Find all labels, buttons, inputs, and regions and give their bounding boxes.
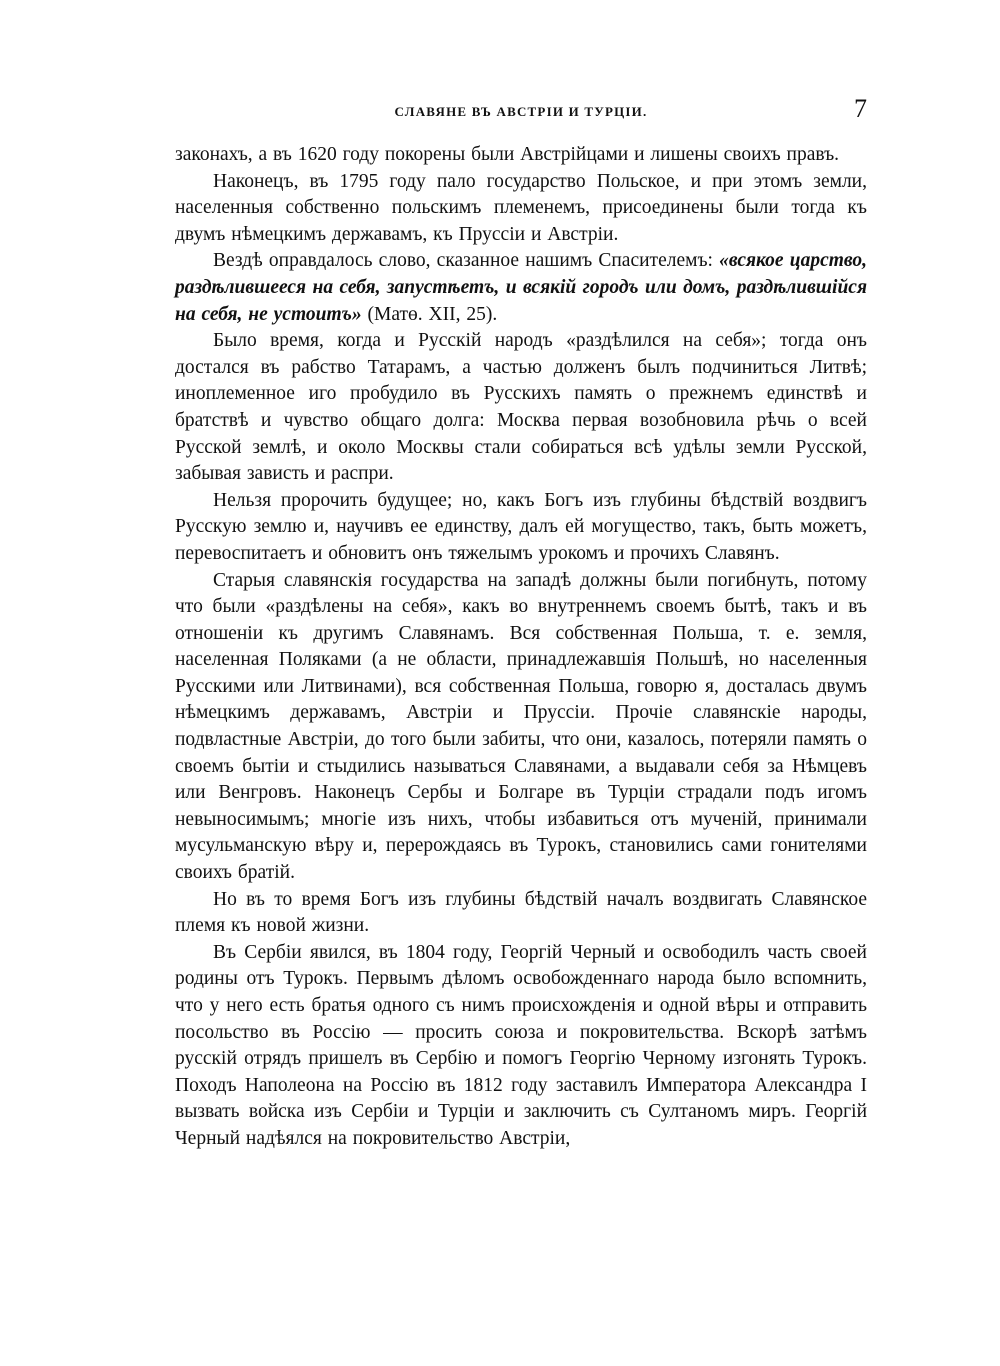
page-header (175, 94, 867, 130)
page-number: 7 (854, 94, 867, 123)
paragraph-5: Нельзя пророчить будущее; но, какъ Богъ изъ глубины бѣдствій воздвигъ Русскую землю и, научивъ ее единству, далъ ей могущество, такъ, быть можетъ, перевоспитаетъ и обновитъ онъ тяжелымъ урокомъ и прочихъ Славянъ. (175, 489, 867, 564)
running-title: СЛАВЯНЕ ВЪ АВСТРІИ И ТУРЦІИ. (394, 104, 648, 119)
paragraph-2: Наконецъ, въ 1795 году пало государство Польское, и при этомъ земли, населенныя собственно польскимъ племенемъ, присоединены были тогда къ двумъ нѣмецкимъ державамъ, къ Пруссіи и Австріи. (175, 170, 867, 245)
paragraph-3 (175, 248, 867, 328)
paragraph-6: Старыя славянскія государства на западѣ должны были погибнуть, потому что были «раздѣлены на себя», какъ во внутреннемъ своемъ бытѣ, такъ и въ отношеніи къ другимъ Славянамъ. Вся собственная Польша, т. е. земля, населенная Поляками (а не области, принадлежавшія Польшѣ, но населенныя Русскими или Литвинами), вся собственная Польша, говорю я, досталась двумъ нѣмецкимъ державамъ, Австріи и Пруссіи. Прочіе славянскіе народы, подвластные Австріи, до того были забиты, что они, казалось, потеряли память о своемъ бытіи и стыдились называться Славянами, а выдавали себя за Нѣмцевъ или Венгровъ. Наконецъ Сербы и Болгаре въ Турціи страдали подъ игомъ невыносимымъ; многіе изъ нихъ, чтобы избавиться отъ мученій, принимали мусульманскую вѣру и, перерождаясь въ Турокъ, становились сами гонителями своихъ братій. (175, 569, 867, 884)
paragraph-1: законахъ, а въ 1620 году покорены были Австрійцами и лишены своихъ правъ. (175, 144, 840, 165)
body-text (175, 142, 867, 1153)
paragraph-4: Было время, когда и Русскій народъ «раздѣлился на себя»; тогда онъ достался въ рабство Татарамъ, а частью долженъ былъ подчиниться Литвѣ; иноплеменное иго пробудило въ Русскихъ память о прежнемъ единствѣ и братствѣ и чувство общаго долга: Москва первая возобновила рѣчь о всей Русской землѣ, и около Москвы стали собираться всѣ удѣлы земли Русской, забывая зависть и распри. (175, 330, 867, 485)
paragraph-8: Въ Сербіи явился, въ 1804 году, Георгій Черный и освободилъ часть своей родины отъ Турокъ. Первымъ дѣломъ освобожденнаго народа было вспомнить, что у него есть братья одного съ нимъ происхожденія и одной вѣры и отправить посольство въ Россію — просить союза и покровительства. Вскорѣ затѣмъ русскій отрядъ пришелъ въ Сербію и помогъ Георгію Черному изгонять Турокъ. Походъ Наполеона на Россію въ 1812 году заставилъ Императора Александра I вызвать войска изъ Сербіи и Турціи и заключить съ Султаномъ миръ. Георгій Черный надѣялся на покровительство Австріи, (175, 941, 867, 1149)
paragraph-3-lead: Вездѣ оправдалось слово, сказанное нашимъ Спасителемъ: (213, 250, 713, 272)
paragraph-7: Но въ то время Богъ изъ глубины бѣдствій началъ воздвигать Славянское племя къ новой жизни. (175, 888, 867, 937)
scripture-reference: (Матө. XII, 25). (367, 303, 498, 325)
scripture-quote: «всякое царство, раздѣлившееся на себя, запустѣетъ, и всякій городъ или домъ, раздѣлившійся на себя, не устоитъ» (175, 250, 867, 325)
